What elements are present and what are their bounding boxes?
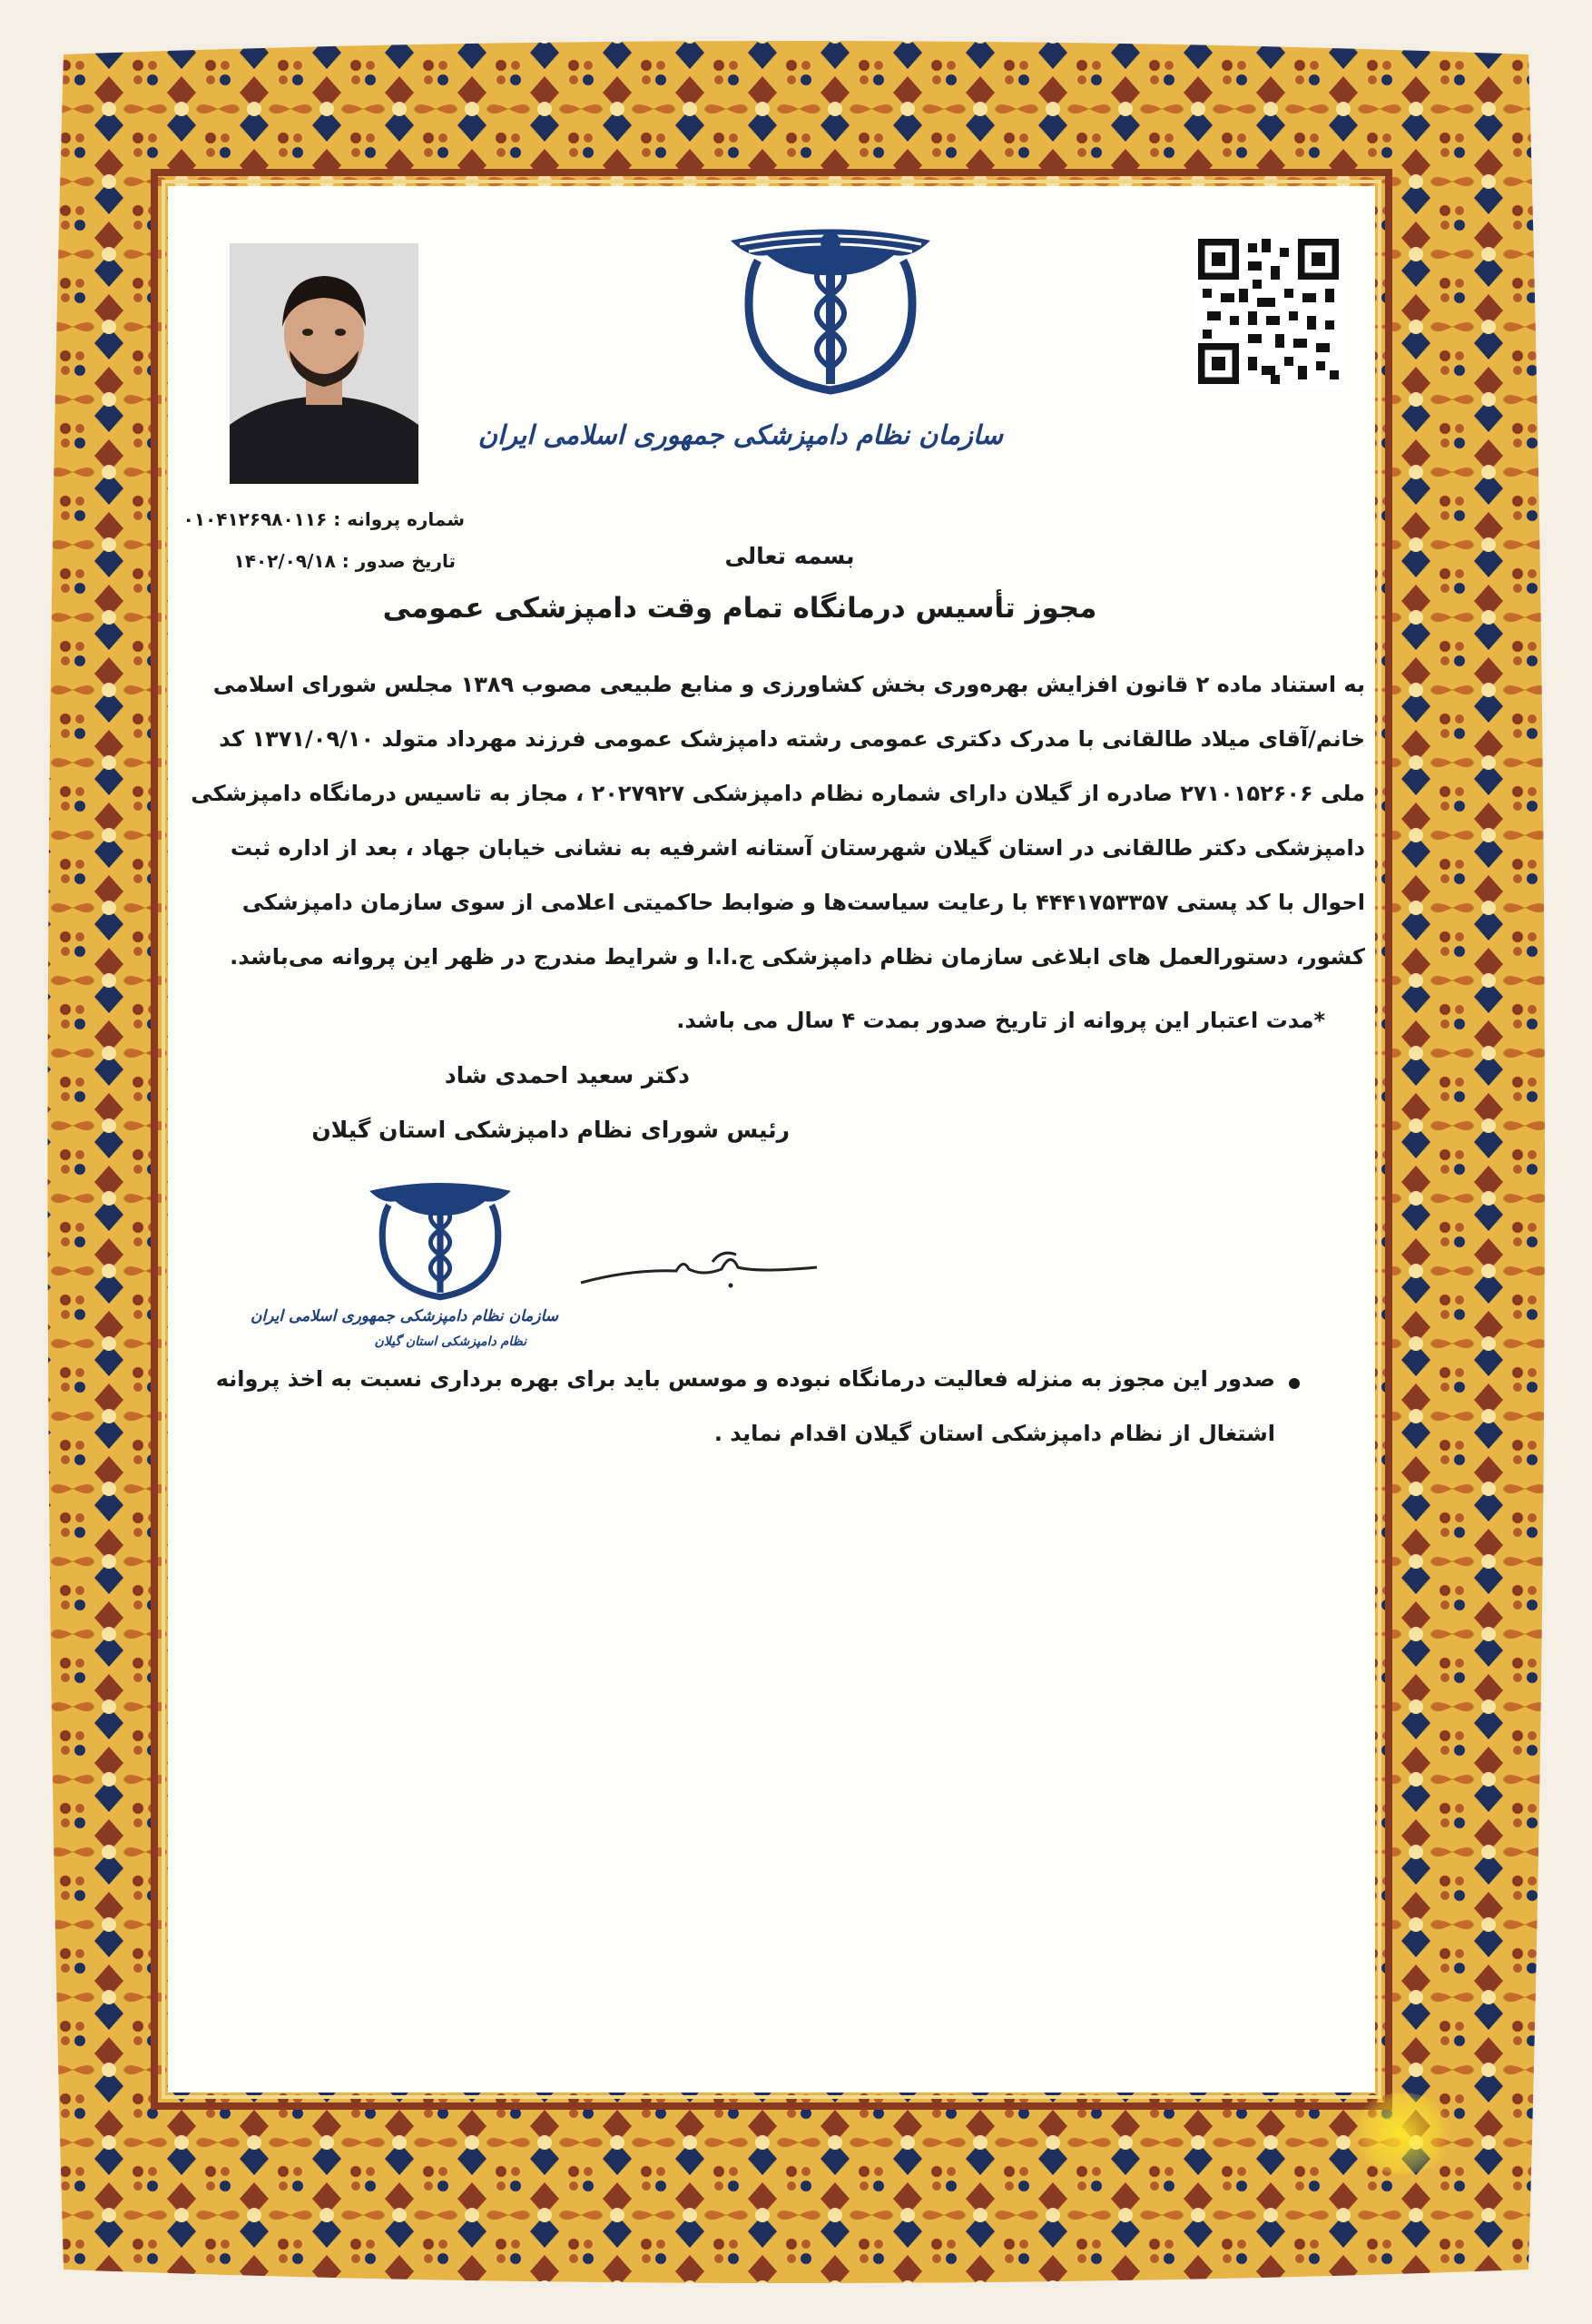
stamp-sub-text: نظام دامپزشکی استان گیلان <box>374 1334 526 1349</box>
body-line: به استناد ماده ۲ قانون افزایش بهره‌وری بخش کشاورزی و منابع طبیعی مصوب ۱۳۸۹ مجلس شورای اسلامی <box>212 672 1365 697</box>
footnote-line: صدور این مجوز به منزله فعالیت درمانگاه نبوده و موسس باید برای بهره برداری نسبت به اخذ پروانه <box>215 1366 1275 1392</box>
issue-date-value: ۱۴۰۲/۰۹/۱۸ <box>233 550 336 572</box>
yellow-stain <box>1352 2093 1452 2174</box>
handwritten-signature <box>576 1242 821 1296</box>
body-line: احوال با کد پستی ۴۴۴۱۷۵۳۳۵۷ با رعایت سیاست‌ها و ضوابط حاکمیتی اعلامی از سوی سازمان دامپزشکی <box>241 890 1365 915</box>
body-line: کشور، دستورالعمل های ابلاغی سازمان نظام دامپزشکی ج.ا.ا و شرایط مندرج در ظهر این پروانه می‌باشد. <box>230 944 1365 970</box>
validity-note: *مدت اعتبار این پروانه از تاریخ صدور بمدت ۴ سال می باشد. <box>676 1008 1325 1033</box>
qr-code-icon <box>1194 234 1343 389</box>
signatory-position: رئیس شورای نظام دامپزشکی استان گیلان <box>311 1117 790 1143</box>
body-line: دامپزشکی دکتر طالقانی در استان گیلان شهرستان آستانه اشرفیه به نشانی خیابان جهاد ، بعد از اداره ثبت <box>230 835 1365 861</box>
bismillah: بسمه تعالی <box>724 543 855 569</box>
stamp-org-name: سازمان نظام دامپزشکی جمهوری اسلامی ایران <box>251 1307 558 1325</box>
issue-date-label: تاریخ صدور : <box>341 550 456 572</box>
document-title: مجوز تأسیس درمانگاه تمام وقت دامپزشکی عمومی <box>382 592 1097 625</box>
issue-date-row <box>211 550 456 572</box>
bullet-dot <box>1289 1378 1300 1389</box>
signatory-name: دکتر سعید احمدی شاد <box>444 1062 690 1088</box>
portrait-photo <box>230 243 418 484</box>
body-line: ملی ۲۷۱۰۱۵۲۶۰۶ صادره از گیلان دارای شماره نظام دامپزشکی ۲۰۲۷۹۲۷ ، مجاز به تاسیس درمانگاه دامپزشکی <box>191 781 1365 806</box>
body-line: خانم/آقای میلاد طالقانی با مدرک دکتری عمومی رشته دامپزشک عمومی فرزند مهرداد متولد ۱۳۷۱/۰۹/۱۰ کد <box>219 726 1365 752</box>
portrait-icon <box>230 243 418 484</box>
org-name-top: سازمان نظام دامپزشکی جمهوری اسلامی ایران <box>477 419 1003 450</box>
license-number-label: شماره پروانه : <box>333 508 465 530</box>
footnote-line: اشتغال از نظام دامپزشکی استان گیلان اقدام نماید . <box>713 1421 1275 1446</box>
license-number-value: ۰۱۰۴۱۲۶۹۸۰۱۱۶ <box>182 508 328 530</box>
stamp-emblem-icon <box>363 1176 517 1303</box>
license-number-row <box>182 508 465 530</box>
caduceus-emblem-icon <box>722 222 939 395</box>
